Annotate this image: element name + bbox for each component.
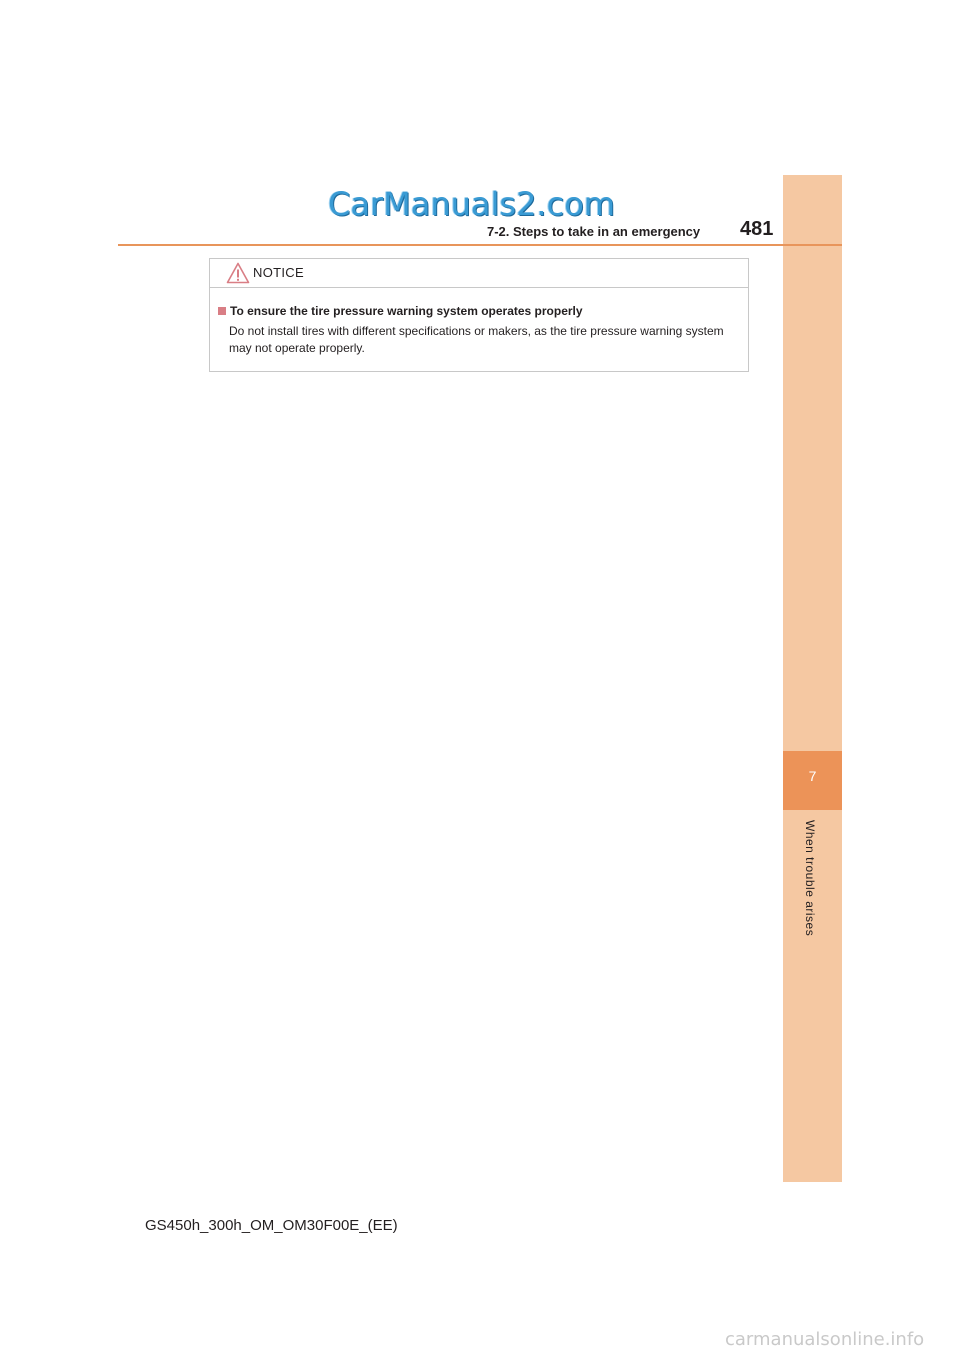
square-bullet-icon [218, 307, 226, 315]
notice-heading-text: To ensure the tire pressure warning system operates properly [230, 304, 583, 318]
watermark-bottom[interactable]: carmanualsonline.info [725, 1329, 925, 1350]
warning-triangle-icon [226, 262, 250, 284]
notice-box [209, 258, 749, 372]
page-number: 481 [740, 218, 774, 240]
notice-heading [218, 303, 583, 319]
chapter-side-tab [783, 175, 842, 1182]
header-divider [118, 244, 842, 246]
chapter-number: 7 [808, 768, 817, 784]
notice-header [210, 259, 748, 288]
notice-title: NOTICE [253, 265, 304, 280]
section-title: 7-2. Steps to take in an emergency [487, 224, 701, 239]
watermark-logo-top[interactable]: CarManuals2.com [328, 185, 615, 223]
chapter-label: When trouble arises [803, 820, 817, 937]
document-code: GS450h_300h_OM_OM30F00E_(EE) [145, 1217, 398, 1234]
notice-body: Do not install tires with different specifications or makers, as the tire pressure warning system may not operate properly. [229, 324, 724, 355]
